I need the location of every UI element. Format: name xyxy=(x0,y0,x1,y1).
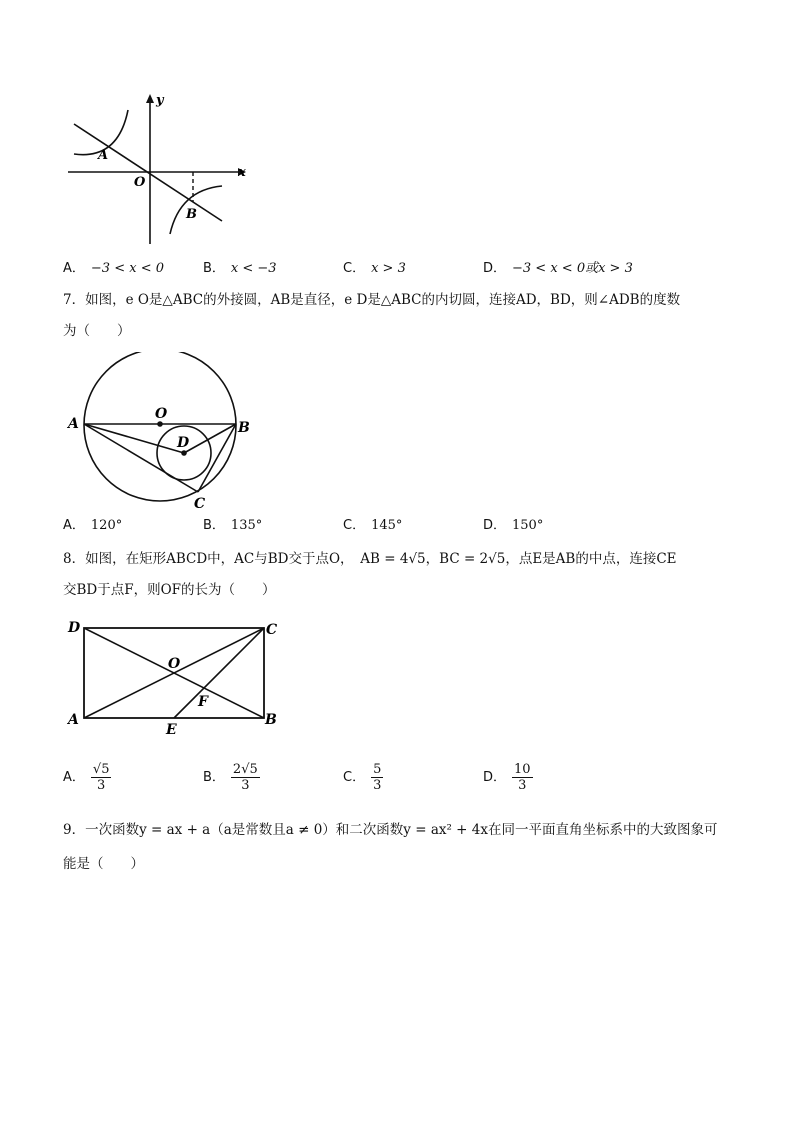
label-d: D xyxy=(68,620,81,636)
q8-option-a[interactable]: A． $\frac{√5}{3}$ xyxy=(63,762,110,793)
q8-option-c[interactable]: C． $\frac{5}{3}$ xyxy=(343,762,382,793)
label-o: O xyxy=(155,406,168,422)
label-c: C xyxy=(194,496,206,512)
q6-option-a[interactable]: A． −3 < x < 0 xyxy=(63,261,164,276)
q6-option-d[interactable]: D． −3 < x < 0或x > 3 xyxy=(483,261,633,276)
label-x: x xyxy=(238,165,246,180)
q9-stem-line1: 9．一次函数y = ax + a（a是常数且a ≠ 0）和二次函数y = ax² + 4x在同一平面直角坐标系中的大致图象可 xyxy=(63,822,718,838)
fraction: $\frac{2√5}{3}$ xyxy=(232,762,258,793)
label-d: D xyxy=(177,435,190,451)
point-o xyxy=(157,421,163,427)
point-d xyxy=(181,450,187,456)
label-b: B xyxy=(265,712,277,728)
label-c: C xyxy=(266,622,278,638)
label-a: A xyxy=(68,712,79,728)
label-b: B xyxy=(238,420,250,436)
segment-ce xyxy=(174,628,264,718)
y-axis-arrow xyxy=(146,94,154,103)
q8-option-b[interactable]: B． $\frac{2√5}{3}$ xyxy=(203,762,258,793)
q8-stem-line1: 8．如图，在矩形ABCD中，AC与BD交于点O， AB = 4√5，BC = 2√5，点E是AB的中点，连接CE xyxy=(63,551,677,567)
fraction: $\frac{√5}{3}$ xyxy=(92,762,110,793)
q8-figure xyxy=(64,614,284,740)
q9-stem-line2: 能是（ ） xyxy=(63,856,144,872)
label-b: B xyxy=(186,207,197,222)
label-o: O xyxy=(134,175,146,190)
q6-figure xyxy=(62,86,252,248)
label-a: A xyxy=(68,416,79,432)
q8-option-d[interactable]: D． $\frac{10}{3}$ xyxy=(483,762,531,793)
q6-option-c[interactable]: C． x > 3 xyxy=(343,261,406,276)
label-a: A xyxy=(98,148,109,163)
fraction: $\frac{10}{3}$ xyxy=(514,762,531,793)
q7-option-a[interactable]: A． 120° xyxy=(63,518,123,533)
q7-option-b[interactable]: B． 135° xyxy=(203,518,263,533)
label-o: O xyxy=(168,656,181,672)
q7-option-d[interactable]: D． 150° xyxy=(483,518,544,533)
q7-figure xyxy=(66,352,262,518)
q8-stem-line2: 交BD于点F，则OF的长为（ ） xyxy=(63,582,276,598)
fraction: $\frac{5}{3}$ xyxy=(373,762,382,793)
label-y: y xyxy=(156,93,164,108)
q7-stem-line2: 为（ ） xyxy=(63,323,131,339)
label-f: F xyxy=(198,694,208,710)
q6-option-b[interactable]: B． x < −3 xyxy=(203,261,277,276)
segment-ad xyxy=(84,424,184,453)
label-e: E xyxy=(166,722,177,738)
q7-stem-line1: 7．如图，e O是△ABC的外接圆，AB是直径，e D是△ABC的内切圆，连接AD，BD，则∠ADB的度数 xyxy=(63,292,681,308)
q7-option-c[interactable]: C． 145° xyxy=(343,518,403,533)
